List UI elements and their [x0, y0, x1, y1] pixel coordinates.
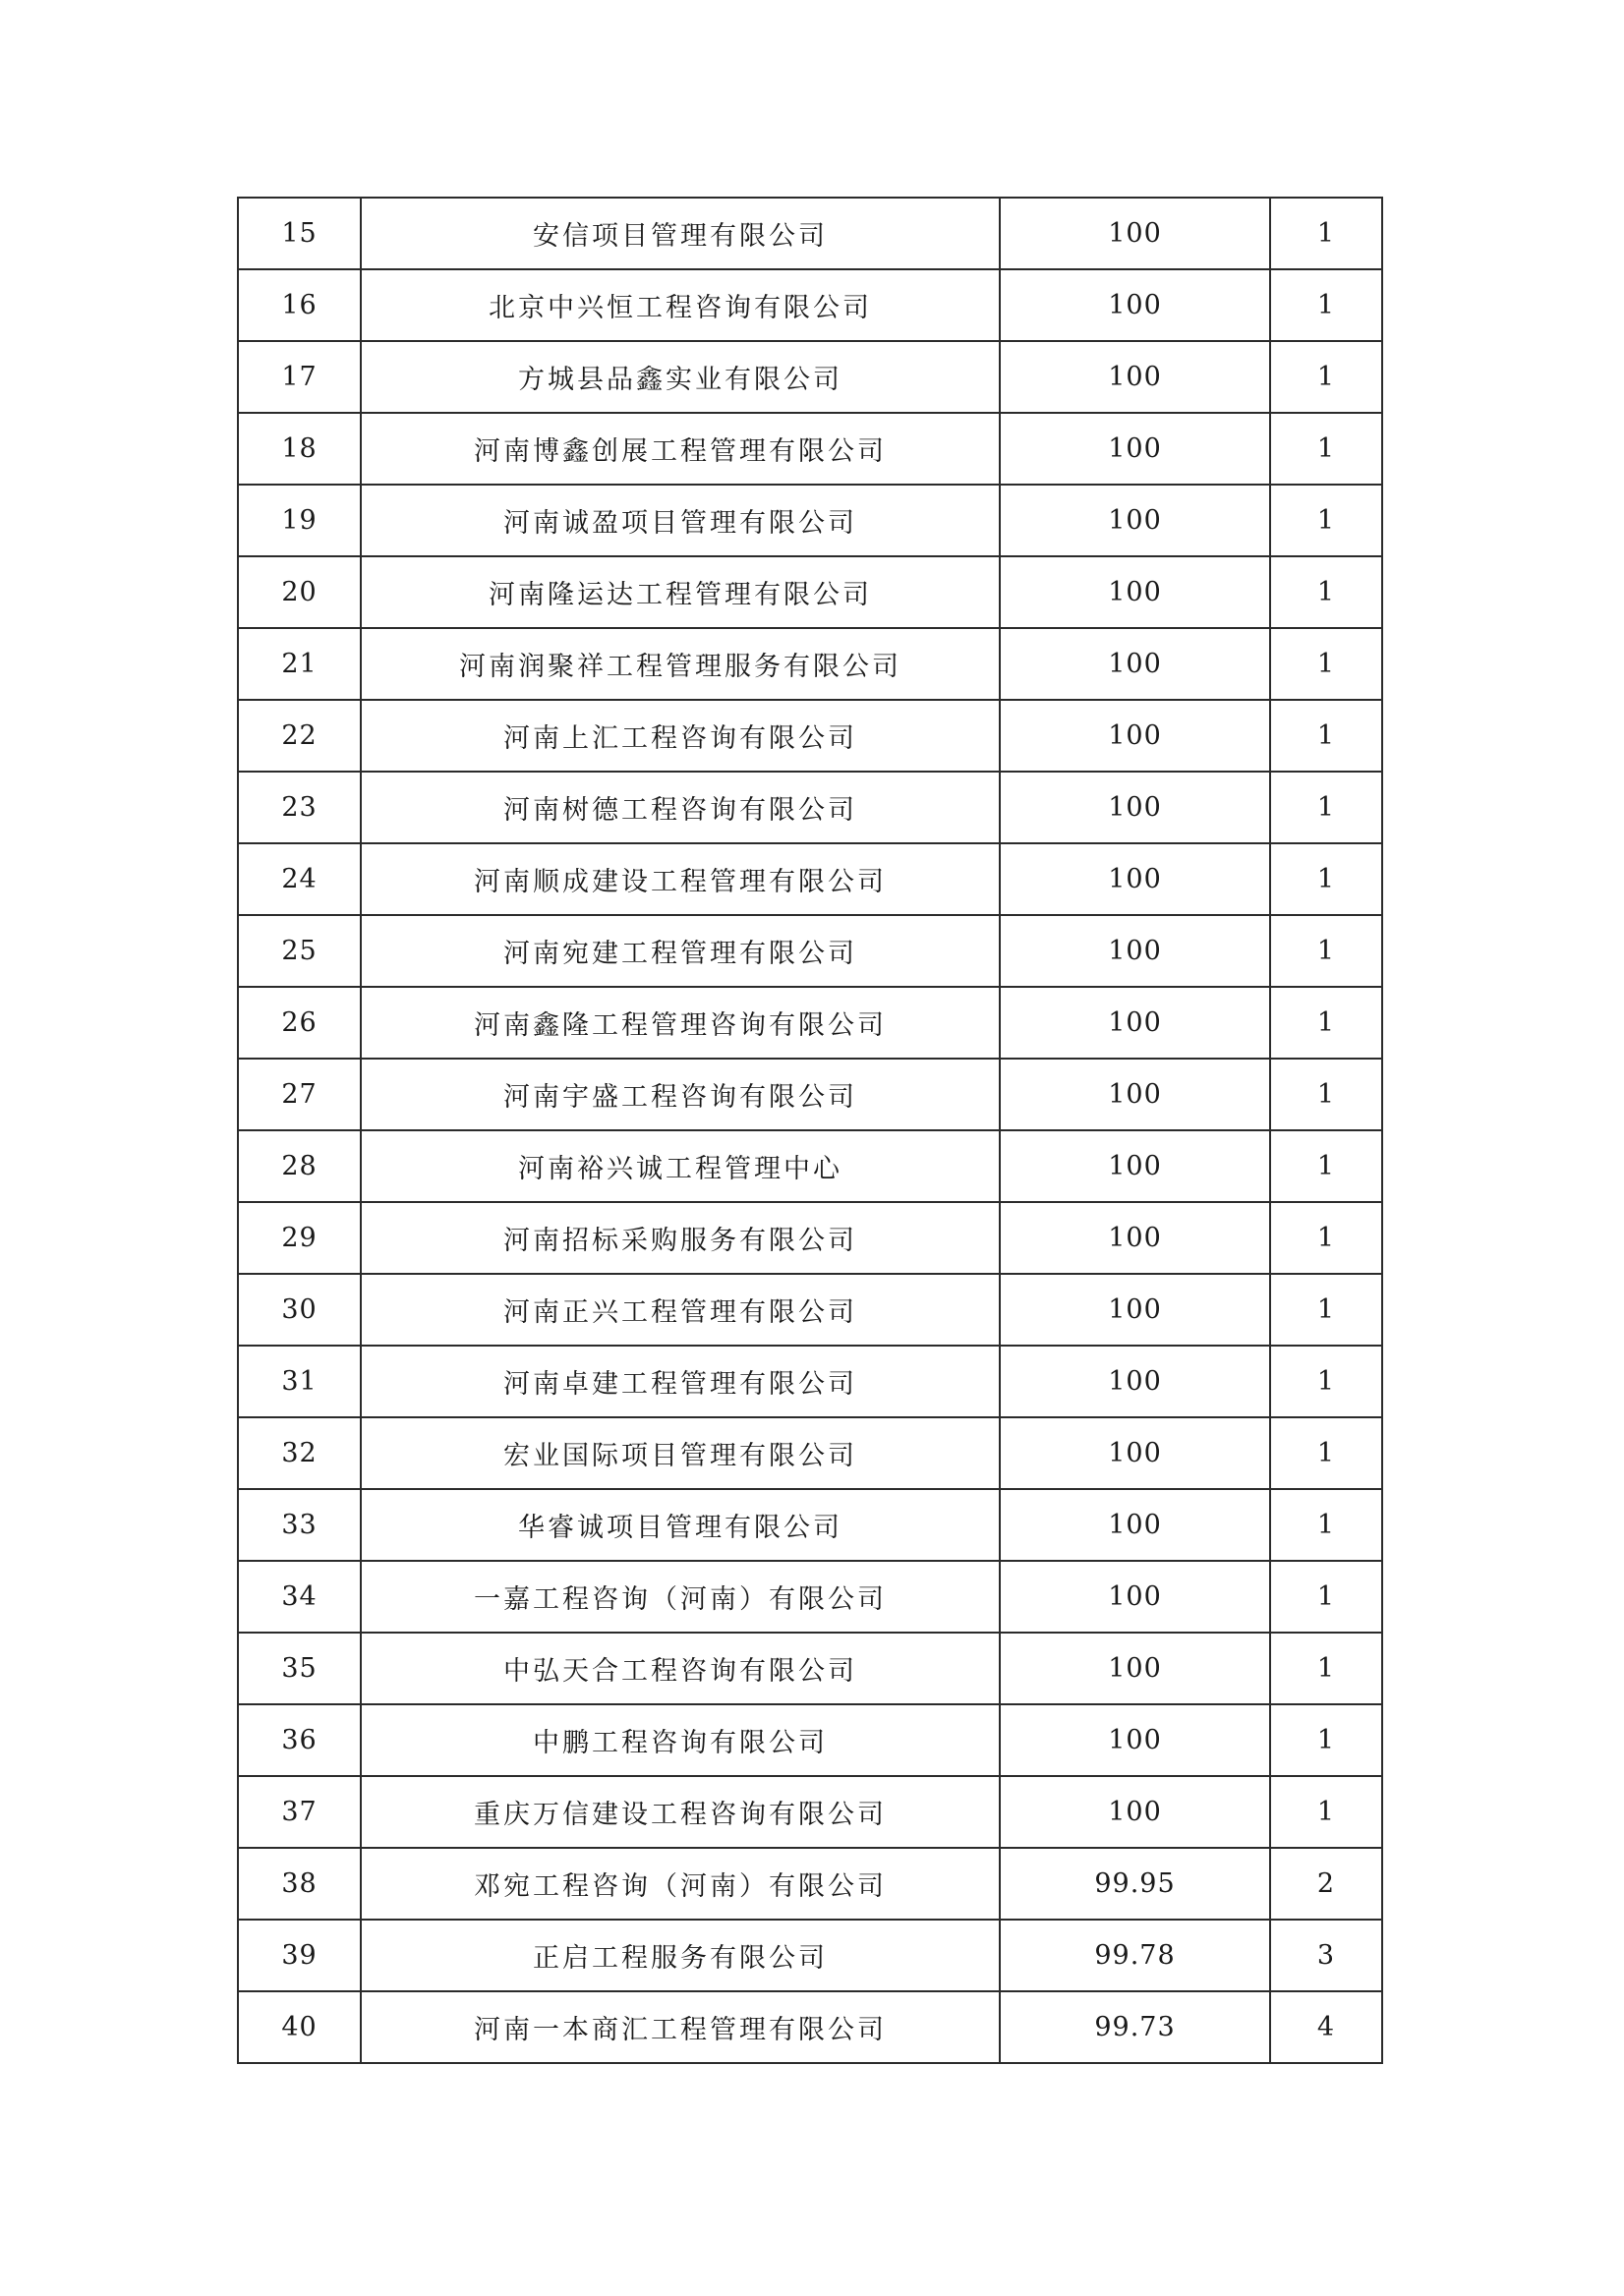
row-number-cell: 37	[238, 1776, 361, 1848]
company-name-cell: 方城县品鑫实业有限公司	[361, 341, 1000, 413]
row-number-cell: 23	[238, 772, 361, 843]
rank-cell: 1	[1270, 1776, 1382, 1848]
rank-cell: 1	[1270, 341, 1382, 413]
score-cell: 100	[1000, 1274, 1270, 1346]
company-name-cell: 河南博鑫创展工程管理有限公司	[361, 413, 1000, 485]
rank-cell: 1	[1270, 1633, 1382, 1704]
row-number-cell: 39	[238, 1920, 361, 1991]
company-name-cell: 河南上汇工程咨询有限公司	[361, 700, 1000, 772]
table-row	[238, 1561, 1382, 1633]
rank-cell: 4	[1270, 1991, 1382, 2063]
table-row	[238, 485, 1382, 556]
score-cell: 100	[1000, 1561, 1270, 1633]
row-number-cell: 17	[238, 341, 361, 413]
company-name-cell: 河南宛建工程管理有限公司	[361, 915, 1000, 987]
table-row	[238, 1848, 1382, 1920]
row-number-cell: 22	[238, 700, 361, 772]
rank-cell: 1	[1270, 700, 1382, 772]
rank-cell: 2	[1270, 1848, 1382, 1920]
table-row	[238, 413, 1382, 485]
score-cell: 100	[1000, 987, 1270, 1059]
company-name-cell: 河南招标采购服务有限公司	[361, 1202, 1000, 1274]
row-number-cell: 18	[238, 413, 361, 485]
row-number-cell: 25	[238, 915, 361, 987]
rank-cell: 1	[1270, 556, 1382, 628]
score-cell: 100	[1000, 915, 1270, 987]
row-number-cell: 19	[238, 485, 361, 556]
score-cell: 100	[1000, 843, 1270, 915]
company-name-cell: 邓宛工程咨询（河南）有限公司	[361, 1848, 1000, 1920]
company-name-cell: 安信项目管理有限公司	[361, 198, 1000, 269]
score-cell: 100	[1000, 700, 1270, 772]
rank-cell: 1	[1270, 1346, 1382, 1417]
row-number-cell: 31	[238, 1346, 361, 1417]
company-name-cell: 河南裕兴诚工程管理中心	[361, 1130, 1000, 1202]
rank-cell: 1	[1270, 628, 1382, 700]
score-cell: 100	[1000, 1489, 1270, 1561]
rank-cell: 1	[1270, 1704, 1382, 1776]
company-name-cell: 华睿诚项目管理有限公司	[361, 1489, 1000, 1561]
score-cell: 100	[1000, 269, 1270, 341]
score-cell: 100	[1000, 772, 1270, 843]
row-number-cell: 36	[238, 1704, 361, 1776]
table-row	[238, 1991, 1382, 2063]
score-cell: 100	[1000, 1633, 1270, 1704]
row-number-cell: 35	[238, 1633, 361, 1704]
rank-cell: 1	[1270, 843, 1382, 915]
score-cell: 100	[1000, 1776, 1270, 1848]
score-cell: 99.73	[1000, 1991, 1270, 2063]
row-number-cell: 30	[238, 1274, 361, 1346]
table-row	[238, 1920, 1382, 1991]
score-cell: 100	[1000, 341, 1270, 413]
score-cell: 100	[1000, 413, 1270, 485]
rank-cell: 1	[1270, 915, 1382, 987]
company-name-cell: 河南润聚祥工程管理服务有限公司	[361, 628, 1000, 700]
company-name-cell: 河南卓建工程管理有限公司	[361, 1346, 1000, 1417]
rank-cell: 3	[1270, 1920, 1382, 1991]
rank-cell: 1	[1270, 772, 1382, 843]
row-number-cell: 16	[238, 269, 361, 341]
company-name-cell: 河南树德工程咨询有限公司	[361, 772, 1000, 843]
row-number-cell: 26	[238, 987, 361, 1059]
table-row	[238, 987, 1382, 1059]
rank-cell: 1	[1270, 1561, 1382, 1633]
score-cell: 100	[1000, 1346, 1270, 1417]
score-cell: 100	[1000, 628, 1270, 700]
table-row	[238, 269, 1382, 341]
table-row	[238, 556, 1382, 628]
row-number-cell: 29	[238, 1202, 361, 1274]
rank-cell: 1	[1270, 413, 1382, 485]
score-cell: 100	[1000, 485, 1270, 556]
table-row	[238, 1274, 1382, 1346]
score-cell: 100	[1000, 1059, 1270, 1130]
table-row	[238, 1417, 1382, 1489]
company-name-cell: 河南顺成建设工程管理有限公司	[361, 843, 1000, 915]
table-row	[238, 1704, 1382, 1776]
rank-cell: 1	[1270, 198, 1382, 269]
table-row	[238, 1202, 1382, 1274]
table-row	[238, 772, 1382, 843]
table-row	[238, 843, 1382, 915]
score-cell: 100	[1000, 1704, 1270, 1776]
table-row	[238, 341, 1382, 413]
table-row	[238, 1489, 1382, 1561]
table-row	[238, 700, 1382, 772]
table-row	[238, 628, 1382, 700]
score-cell: 100	[1000, 1417, 1270, 1489]
row-number-cell: 34	[238, 1561, 361, 1633]
table-row	[238, 198, 1382, 269]
table-row	[238, 1633, 1382, 1704]
row-number-cell: 24	[238, 843, 361, 915]
table-row	[238, 1059, 1382, 1130]
ranking-table	[237, 197, 1383, 2064]
row-number-cell: 15	[238, 198, 361, 269]
score-cell: 100	[1000, 1130, 1270, 1202]
table-row	[238, 1346, 1382, 1417]
score-cell: 99.78	[1000, 1920, 1270, 1991]
row-number-cell: 40	[238, 1991, 361, 2063]
company-name-cell: 河南诚盈项目管理有限公司	[361, 485, 1000, 556]
row-number-cell: 38	[238, 1848, 361, 1920]
score-cell: 100	[1000, 556, 1270, 628]
company-name-cell: 河南正兴工程管理有限公司	[361, 1274, 1000, 1346]
rank-cell: 1	[1270, 987, 1382, 1059]
company-name-cell: 正启工程服务有限公司	[361, 1920, 1000, 1991]
rank-cell: 1	[1270, 1130, 1382, 1202]
row-number-cell: 28	[238, 1130, 361, 1202]
company-name-cell: 河南隆运达工程管理有限公司	[361, 556, 1000, 628]
company-name-cell: 一嘉工程咨询（河南）有限公司	[361, 1561, 1000, 1633]
score-cell: 99.95	[1000, 1848, 1270, 1920]
company-name-cell: 河南鑫隆工程管理咨询有限公司	[361, 987, 1000, 1059]
rank-cell: 1	[1270, 1274, 1382, 1346]
company-name-cell: 中鹏工程咨询有限公司	[361, 1704, 1000, 1776]
row-number-cell: 27	[238, 1059, 361, 1130]
score-cell: 100	[1000, 198, 1270, 269]
company-name-cell: 中弘天合工程咨询有限公司	[361, 1633, 1000, 1704]
company-name-cell: 北京中兴恒工程咨询有限公司	[361, 269, 1000, 341]
rank-cell: 1	[1270, 269, 1382, 341]
table-row	[238, 915, 1382, 987]
rank-cell: 1	[1270, 1202, 1382, 1274]
company-name-cell: 河南一本商汇工程管理有限公司	[361, 1991, 1000, 2063]
row-number-cell: 33	[238, 1489, 361, 1561]
rank-cell: 1	[1270, 1059, 1382, 1130]
table-row	[238, 1130, 1382, 1202]
company-name-cell: 宏业国际项目管理有限公司	[361, 1417, 1000, 1489]
row-number-cell: 32	[238, 1417, 361, 1489]
score-cell: 100	[1000, 1202, 1270, 1274]
row-number-cell: 21	[238, 628, 361, 700]
row-number-cell: 20	[238, 556, 361, 628]
company-name-cell: 河南宇盛工程咨询有限公司	[361, 1059, 1000, 1130]
rank-cell: 1	[1270, 1417, 1382, 1489]
company-name-cell: 重庆万信建设工程咨询有限公司	[361, 1776, 1000, 1848]
rank-cell: 1	[1270, 1489, 1382, 1561]
rank-cell: 1	[1270, 485, 1382, 556]
table-row	[238, 1776, 1382, 1848]
table-body	[238, 198, 1382, 2063]
